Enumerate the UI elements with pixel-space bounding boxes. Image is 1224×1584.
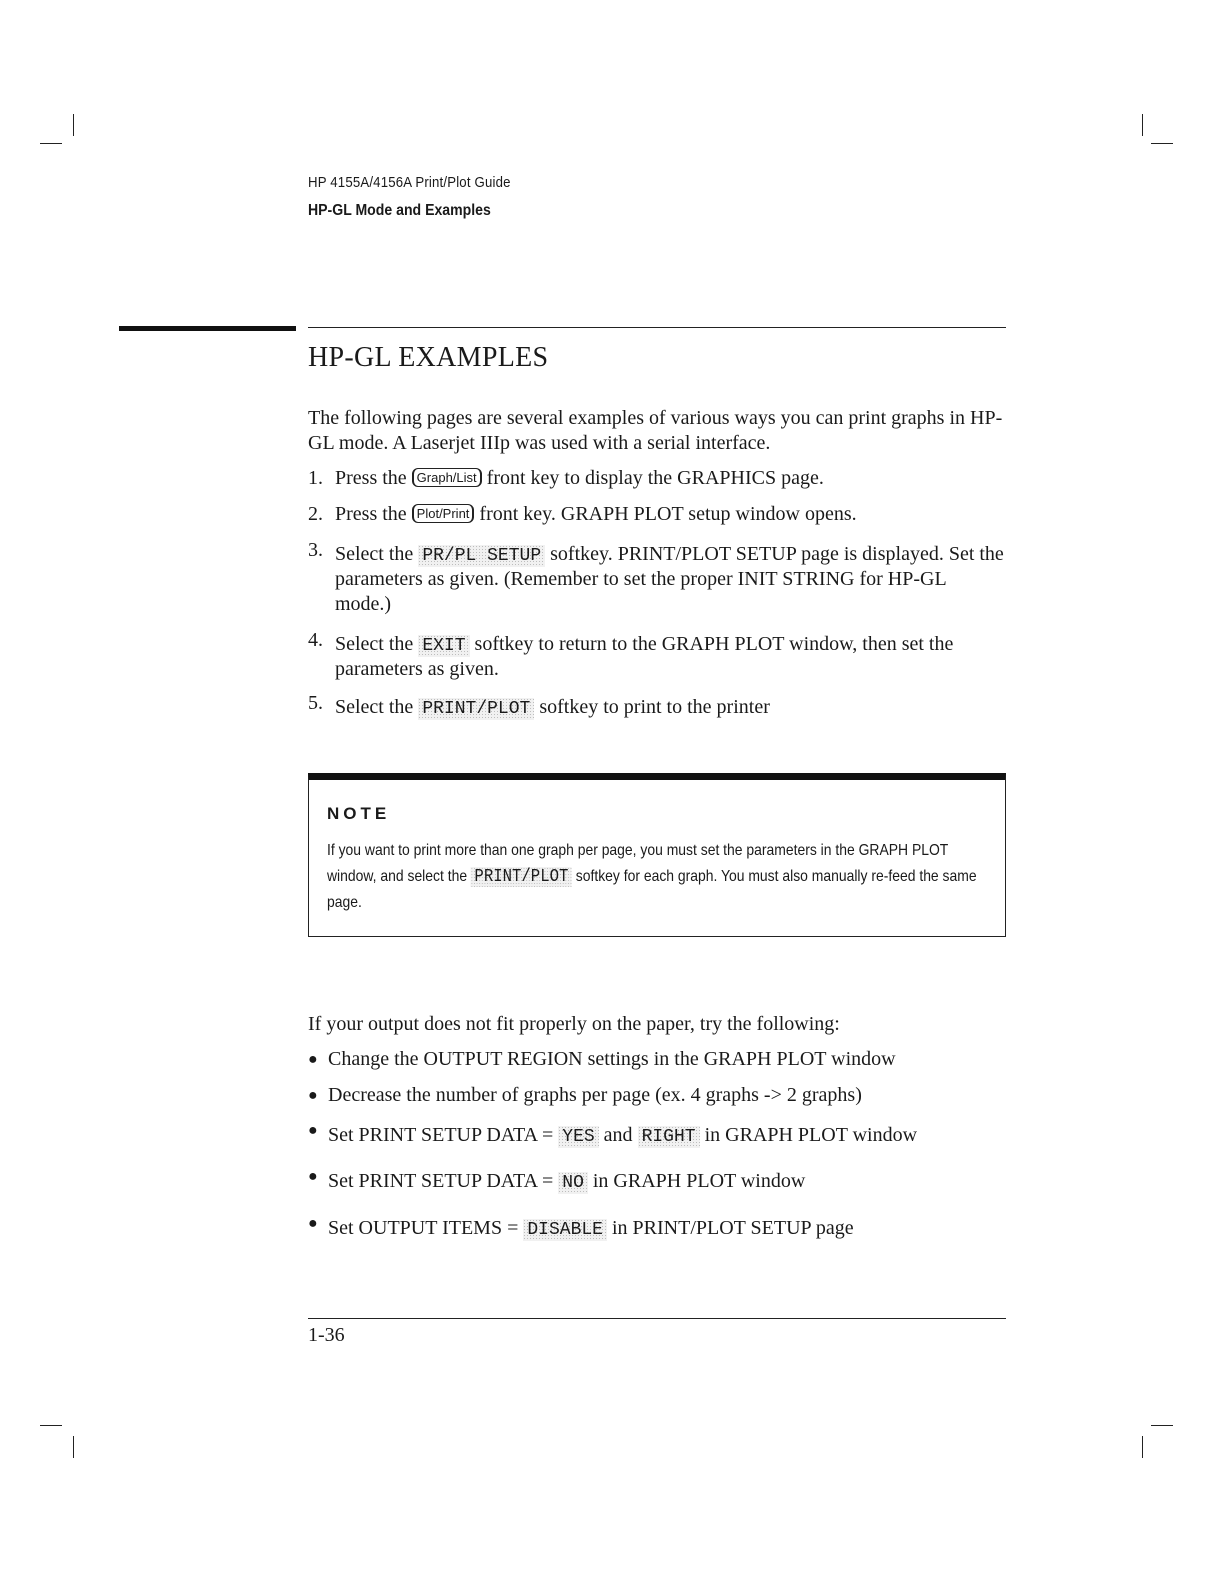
- step-text: Select the: [335, 543, 414, 565]
- disable-softkey: DISABLE: [523, 1219, 607, 1241]
- section-rule-thick: [119, 326, 296, 331]
- step-text: Select the: [335, 696, 414, 718]
- page-number: 1-36: [308, 1324, 345, 1346]
- graph-list-key: Graph/List: [412, 468, 482, 487]
- step-number: 4.: [308, 629, 323, 651]
- step-text: Press the: [335, 467, 407, 489]
- crop-mark-tl-h: [40, 143, 62, 144]
- pr-pl-setup-softkey: PR/PL SETUP: [418, 545, 545, 567]
- no-softkey: NO: [558, 1172, 588, 1194]
- note-body: [327, 838, 988, 916]
- running-header-section: HP-GL Mode and Examples: [308, 202, 491, 219]
- bullet-dot: ●: [308, 1168, 318, 1185]
- exit-softkey: EXIT: [418, 635, 469, 657]
- plot-print-key: Plot/Print: [412, 504, 475, 523]
- page-title: HP-GL EXAMPLES: [308, 342, 549, 373]
- note-text: If you want to print more than one graph per page, you must set the parameters in the GRAPH PLOT window, and select the: [327, 842, 949, 885]
- yes-softkey: YES: [558, 1126, 598, 1148]
- step-text: front key. GRAPH PLOT setup window opens.: [479, 503, 857, 525]
- step-number: 3.: [308, 539, 323, 561]
- note-label: NOTE: [327, 804, 391, 823]
- step-text: Select the: [335, 633, 414, 655]
- print-plot-softkey: PRINT/PLOT: [418, 698, 534, 720]
- crop-mark-br-h: [1151, 1425, 1173, 1426]
- bullet-dot: ●: [308, 1087, 318, 1104]
- crop-mark-tr-v: [1142, 114, 1143, 136]
- right-softkey: RIGHT: [638, 1126, 700, 1148]
- footer-rule: [308, 1318, 1006, 1319]
- step-text: softkey to return to the GRAPH PLOT window, then set the parameters as given.: [335, 633, 954, 680]
- fit-intro-paragraph: If your output does not fit properly on the paper, try the following:: [308, 1013, 840, 1035]
- running-header-guide: HP 4155A/4156A Print/Plot Guide: [308, 174, 511, 191]
- step-text: Press the: [335, 503, 407, 525]
- step-text: softkey. PRINT/PLOT SETUP page is displayed. Set the parameters as given. (Remember to set the proper INIT STRING for HP-GL mode.): [335, 543, 1004, 615]
- print-plot-softkey: PRINT/PLOT: [471, 867, 572, 887]
- step-text: front key to display the GRAPHICS page.: [486, 467, 824, 489]
- step-text: softkey to print to the printer: [539, 696, 770, 718]
- crop-mark-tl-v: [73, 114, 74, 136]
- bullet-dot: ●: [308, 1122, 318, 1139]
- bullet-dot: ●: [308, 1051, 318, 1068]
- crop-mark-tr-h: [1151, 143, 1173, 144]
- intro-paragraph: The following pages are several examples of various ways you can print graphs in HP-GL mode. A Laserjet IIIp was used with a serial interface.: [308, 407, 1003, 454]
- crop-mark-bl-v: [73, 1436, 74, 1458]
- note-box: [308, 773, 1006, 937]
- crop-mark-br-v: [1142, 1436, 1143, 1458]
- section-rule-thin: [308, 327, 1006, 328]
- step-number: 2.: [308, 503, 323, 525]
- note-text: softkey for each graph. You must also manually re-feed the same page.: [327, 868, 977, 911]
- step-number: 5.: [308, 692, 323, 714]
- step-number: 1.: [308, 467, 323, 489]
- crop-mark-bl-h: [40, 1425, 62, 1426]
- bullet-dot: ●: [308, 1215, 318, 1232]
